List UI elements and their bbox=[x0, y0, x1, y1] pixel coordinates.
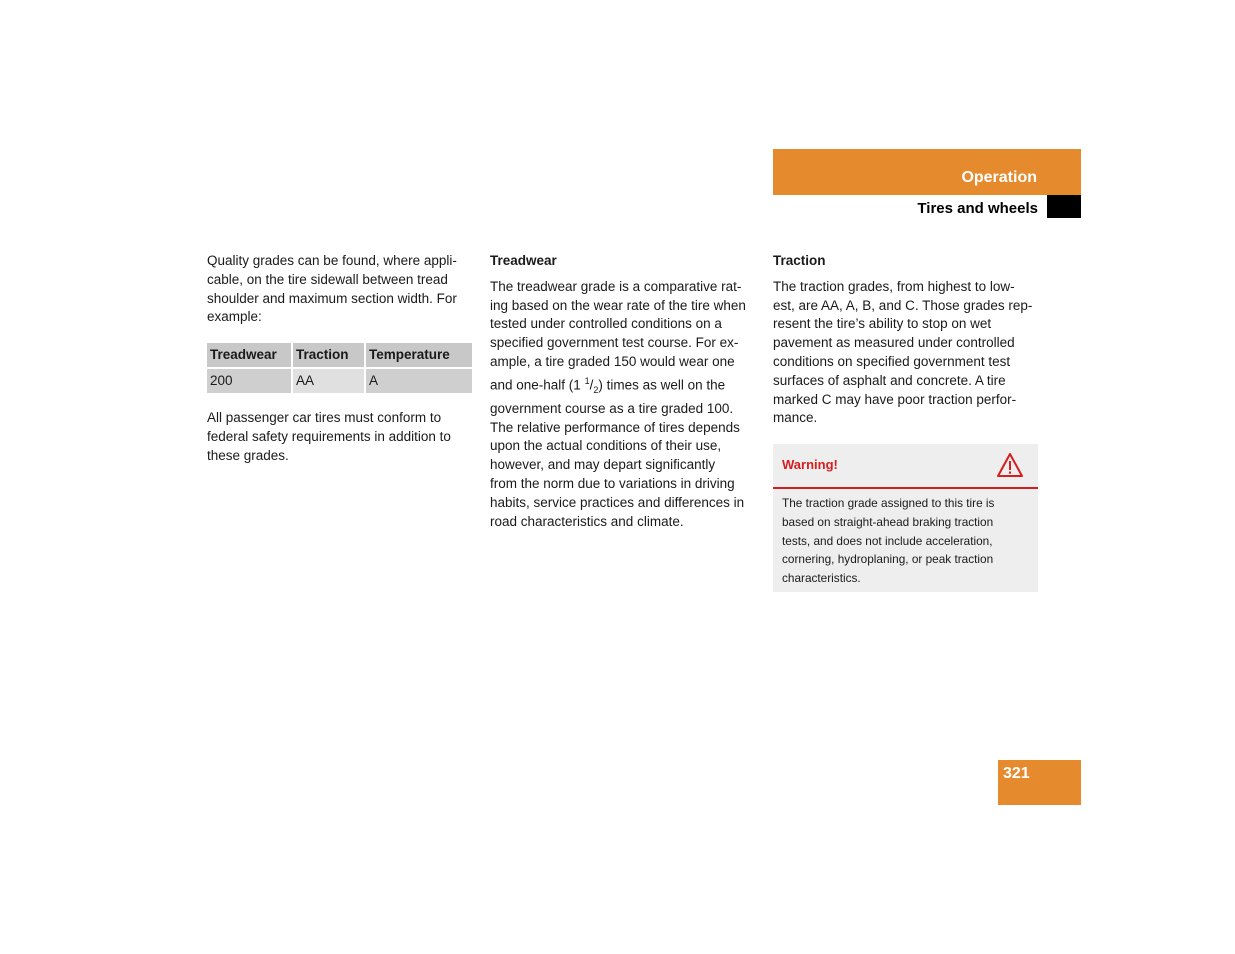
outro-paragraph: All passenger car tires must conform to federal safety requirements in addition to these grades. bbox=[207, 410, 451, 463]
table-header-row bbox=[207, 343, 472, 369]
treadwear-text-1: The treadwear grade is a comparative rat- ing based on the wear rate of the tire when tested under controlled conditions on a specified government test course. For ex- ample, a tire graded 150 would wear one and one-half (1 bbox=[490, 278, 746, 393]
fraction-denominator: 2 bbox=[593, 384, 599, 395]
header-marker bbox=[1047, 195, 1081, 218]
table-header-cell: Temperature bbox=[364, 343, 472, 369]
table-cell: AA bbox=[291, 369, 364, 393]
section-title: Operation bbox=[961, 169, 1037, 186]
table-cell: A bbox=[364, 369, 472, 393]
traction-heading: Traction bbox=[773, 253, 826, 268]
traction-paragraph: The traction grades, from highest to low- est, are AA, A, B, and C. Those grades rep- resent the tire’s ability to stop on wet pavement as measured under controlled conditions on specified government test surfaces of asphalt and concrete. A tire marked C may have poor traction perfor- mance. bbox=[773, 278, 1033, 426]
table-row bbox=[207, 369, 472, 393]
treadwear-text-2: ) times as well on the government course as a tire graded 100. The relative performance of tires depends upon the actual conditions of their use, however, and may depart significantly from the norm due to variations in driving habits, service practices and differences in road characteristics and climate. bbox=[490, 377, 745, 529]
warning-title: Warning! bbox=[782, 457, 838, 472]
table-cell: 200 bbox=[207, 369, 291, 393]
subsection-title: Tires and wheels bbox=[917, 200, 1038, 217]
warning-header bbox=[773, 444, 1038, 489]
warning-triangle-icon bbox=[996, 452, 1024, 478]
warning-text: The traction grade assigned to this tire is based on straight-ahead braking traction tests, and does not include acceleration, cornering, hydroplaning, or peak traction characteristics. bbox=[782, 496, 995, 586]
treadwear-paragraph bbox=[490, 278, 756, 532]
table-header-cell: Traction bbox=[291, 343, 364, 369]
intro-paragraph: Quality grades can be found, where appli- cable, on the tire sidewall between tread shoulder and maximum section width. For example: bbox=[207, 253, 457, 325]
fraction-slash: / bbox=[589, 377, 594, 393]
column-3 bbox=[773, 252, 1039, 428]
column-1 bbox=[207, 252, 473, 466]
column-2 bbox=[490, 252, 756, 531]
page-number: 321 bbox=[1003, 765, 1030, 782]
treadwear-heading: Treadwear bbox=[490, 253, 557, 268]
grades-table bbox=[207, 343, 472, 393]
fraction-numerator: 1 bbox=[584, 375, 590, 386]
table-header-cell: Treadwear bbox=[207, 343, 291, 369]
warning-box bbox=[773, 444, 1038, 592]
